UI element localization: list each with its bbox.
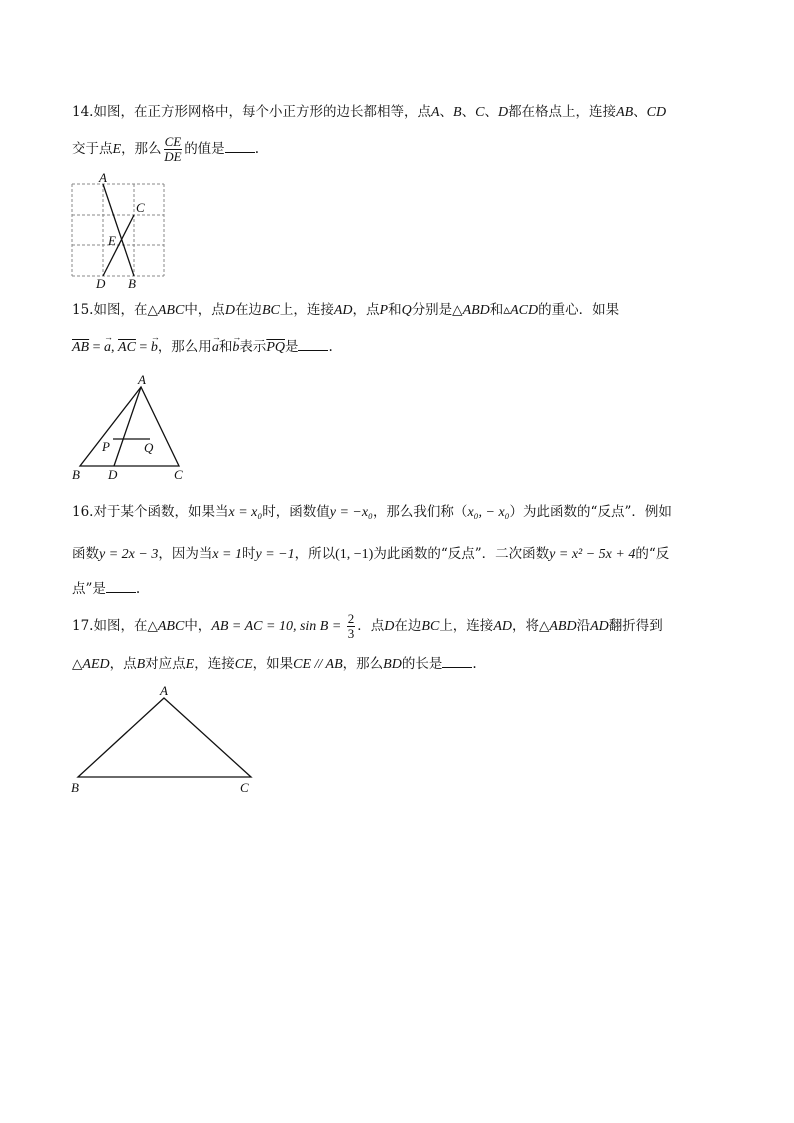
q17-triangle-abc: [78, 698, 251, 777]
q14-segment-ab: [103, 184, 134, 276]
q14-line-1: 14.如图，在正方形网格中，每个小正方形的边长都相等，点A、B、C、D都在格点上，连接AB、CD: [72, 104, 667, 120]
q14-line-2: 交于点E，那么 $\frac{CE}{DE}$ 的值是 .: [72, 134, 259, 164]
q17-line-2: △AED，点B对应点E，连接CE，如果CE // AB，那么BD的长是 .: [72, 656, 477, 672]
q15-answer-blank[interactable]: [298, 338, 328, 351]
q15-label-c: C: [174, 467, 183, 482]
q15-line-1: 15.如图，在△ABC中，点D在边BC上，连接AD，点P和Q分别是△ABD和▵ACD的重心．如果: [72, 302, 620, 318]
q15-triangle-abc: [80, 387, 179, 466]
q15-label-b: B: [72, 467, 80, 482]
q15-label-q: Q: [144, 440, 154, 455]
q16-line-2: 函数y = 2x − 3，因为当x = 1时y = −1，所以(1, −1)为此函数的“反点”．二次函数y = x² − 5x + 4的“反: [72, 546, 670, 562]
q17-fraction: $\frac{2}{3}$: [347, 611, 355, 641]
q17-label-c: C: [240, 780, 249, 795]
q14-label-e: E: [108, 233, 116, 248]
q15-line-2: $\overline{AB}$ = → a, $\overline{AC}$ = → b，那么用→ a和→ b表示$\overline{PQ}$是 .: [72, 338, 333, 357]
q17-label-b: B: [71, 780, 79, 795]
q14-grid-figure: [64, 172, 174, 290]
q17-line-1: 17.如图，在△ABC中，AB = AC = 10, sin B = $\frac{2}{3}$ ．点D在边BC上，连接AD，将△ABD沿AD翻折得到: [72, 611, 663, 641]
q14-label-a: A: [99, 172, 107, 185]
q14-label-c: C: [136, 200, 145, 215]
q14-label-d: D: [96, 276, 106, 290]
q17-answer-blank[interactable]: [442, 655, 472, 668]
q17-label-a: A: [160, 683, 168, 698]
q14-fraction: $\frac{CE}{DE}$: [164, 134, 182, 164]
q14-answer-blank[interactable]: [225, 140, 255, 153]
q16-answer-blank[interactable]: [106, 580, 136, 593]
q15-label-p: P: [102, 439, 110, 454]
q15-triangle-figure: [66, 372, 196, 484]
q16-line-1: 16.对于某个函数，如果当x = x₀时，函数值y = −x₀，那么我们称（x₀, − x₀）为此函数的“反点”．例如: [72, 504, 672, 520]
q15-label-a: A: [138, 372, 146, 387]
q14-label-b: B: [128, 276, 136, 290]
q17-triangle-figure: [66, 682, 266, 798]
q15-segment-ad: [114, 387, 141, 466]
q15-label-d: D: [108, 467, 118, 482]
q16-line-3: 点”是 .: [72, 581, 141, 597]
